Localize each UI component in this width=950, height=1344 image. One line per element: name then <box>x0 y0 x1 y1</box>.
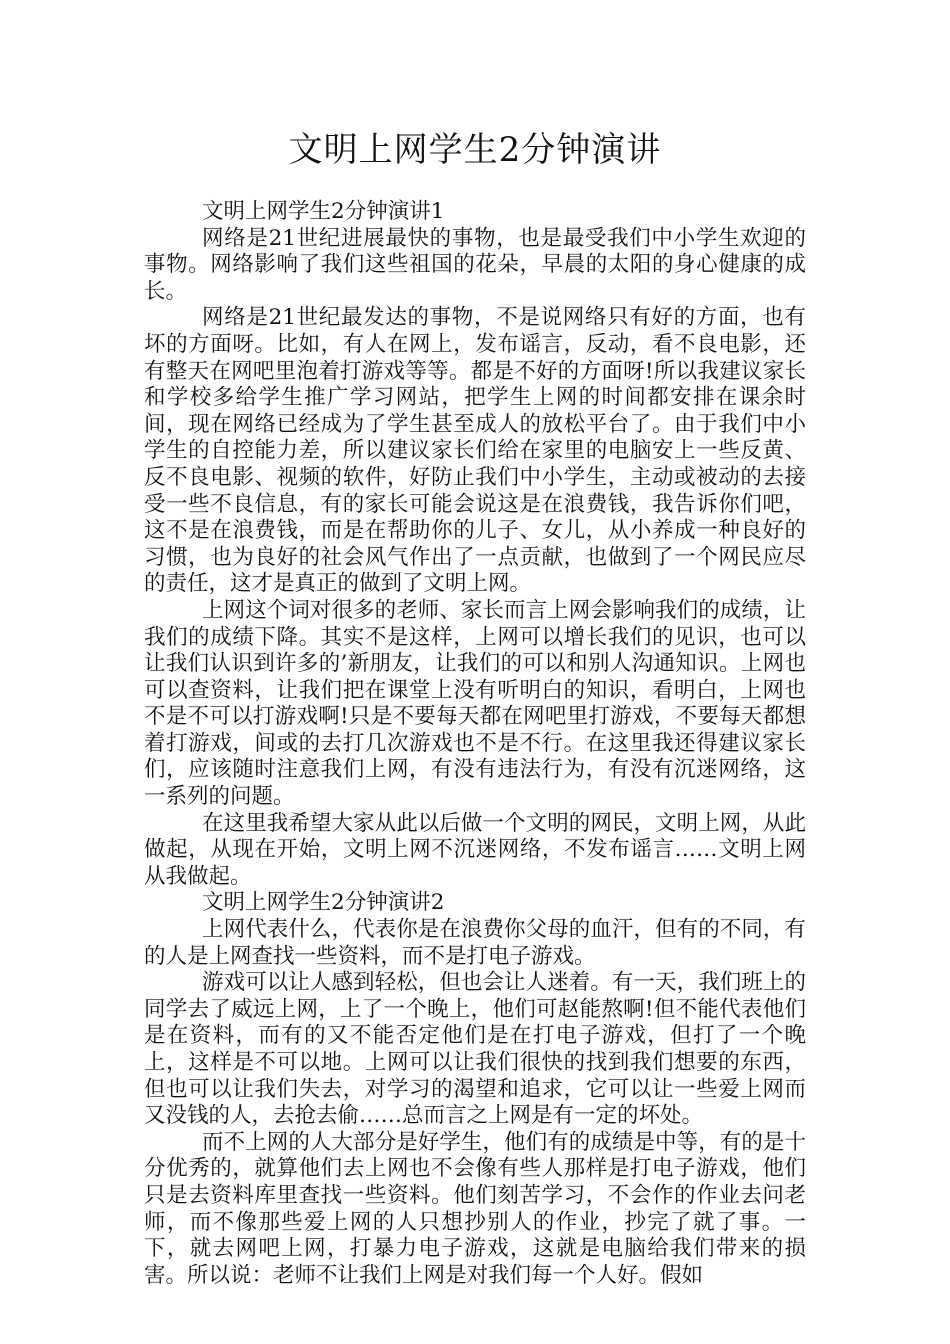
paragraph: 游戏可以让人感到轻松，但也会让人迷着。有一天，我们班上的同学去了威远上网，上了一个晚上，他们可赵能熬啊!但不能代表他们是在资料，而有的又不能否定他们是在打电子游戏，但打了一个晚上，这样是不可以地。上网可以让我们很快的找到我们想要的东西，但也可以让我们失去，对学习的渴望和追求，它可以让一些爱上网而又没钱的人，去抢去偷……总而言之上网是有一定的坏处。 <box>144 970 806 1129</box>
paragraph: 在这里我希望大家从此以后做一个文明的网民，文明上网，从此做起，从现在开始，文明上网不沉迷网络，不发布谣言……文明上网从我做起。 <box>144 810 806 889</box>
paragraph: 而不上网的人大部分是好学生，他们有的成绩是中等，有的是十分优秀的，就算他们去上网也不会像有些人那样是打电子游戏，他们只是去资料库里查找一些资料。他们刻苦学习，不会作的作业去问老师，而不像那些爱上网的人只想抄别人的作业，抄完了就了事。一下，就去网吧上网，打暴力电子游戏，这就是电脑给我们带来的损害。所以说：老师不让我们上网是对我们每一个人好。假如 <box>144 1129 806 1288</box>
paragraph: 网络是21世纪最发达的事物，不是说网络只有好的方面，也有坏的方面呀。比如，有人在网上，发布谣言，反动，看不良电影，还有整天在网吧里泡着打游戏等等。都是不好的方面呀!所以我建议家长和学校多给学生推广学习网站，把学生上网的时间都安排在课余时间，现在网络已经成为了学生甚至成人的放松平台了。由于我们中小学生的自控能力差，所以建议家长们给在家里的电脑安上一些反黄、反不良电影、视频的软件，好防止我们中小学生，主动或被动的去接受一些不良信息，有的家长可能会说这是在浪费钱，我告诉你们吧，这不是在浪费钱，而是在帮助你的儿子、女儿，从小养成一种良好的习惯，也为良好的社会风气作出了一点贡献，也做到了一个网民应尽的责任，这才是真正的做到了文明上网。 <box>144 305 806 597</box>
paragraph: 上网这个词对很多的老师、家长而言上网会影响我们的成绩，让我们的成绩下降。其实不是这样，上网可以增长我们的见识，也可以让我们认识到许多的’新朋友，让我们的可以和别人沟通知识。上网也可以查资料，让我们把在课堂上没有听明白的知识，看明白，上网也不是不可以打游戏啊!只是不要每天都在网吧里打游戏，不要每天都想着打游戏，间或的去打几次游戏也不是不行。在这里我还得建议家长们，应该随时注意我们上网，有没有违法行为，有没有沉迷网络，这一系列的问题。 <box>144 597 806 810</box>
speech-2-heading: 文明上网学生2分钟演讲2 <box>202 890 445 916</box>
document-title: 文明上网学生2分钟演讲 <box>288 130 662 170</box>
paragraph: 上网代表什么，代表你是在浪费你父母的血汗，但有的不同，有的人是上网查找一些资料，而不是打电子游戏。 <box>144 917 806 969</box>
speech-1-heading: 文明上网学生2分钟演讲1 <box>202 199 445 224</box>
document-body <box>144 199 806 1289</box>
paragraph: 网络是21世纪进展最快的事物，也是最受我们中小学生欢迎的事物。网络影响了我们这些祖国的花朵，早晨的太阳的身心健康的成长。 <box>144 225 806 304</box>
